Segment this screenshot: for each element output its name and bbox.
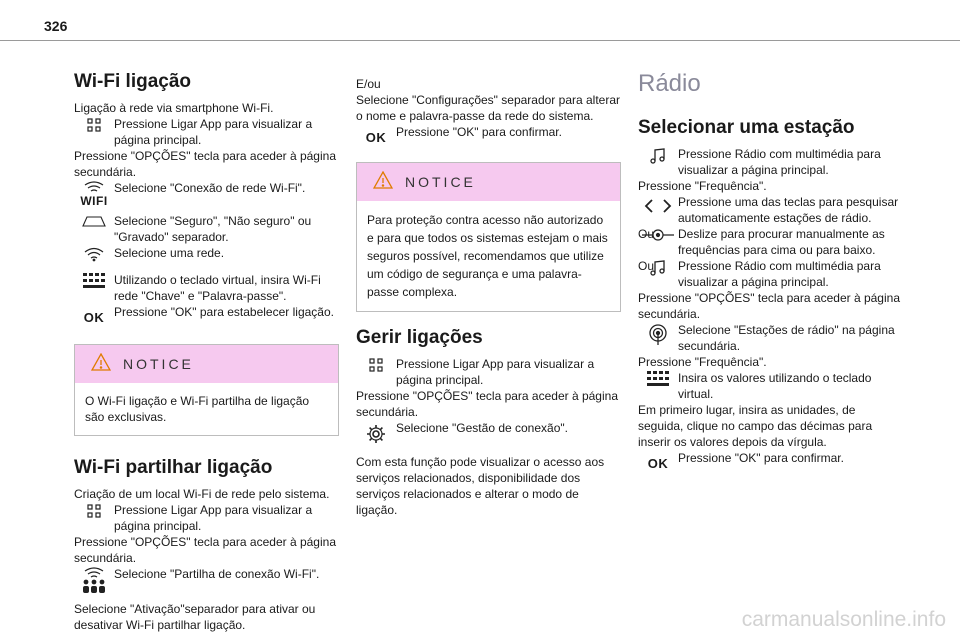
gear-icon bbox=[356, 420, 396, 444]
select-station-title: Selecionar uma estação bbox=[638, 117, 855, 138]
column-radio bbox=[638, 70, 903, 472]
step-text: Em primeiro lugar, insira as unidades, de seguida, clique no campo das décimas para inserir os valores depois da vírgula. bbox=[638, 403, 873, 449]
wifi-sharing-title: Wi-Fi partilhar ligação bbox=[74, 457, 273, 478]
radio-section-title: Rádio bbox=[638, 70, 701, 97]
apps-grid-icon bbox=[74, 116, 114, 133]
wifi-intro: Ligação à rede via smartphone Wi-Fi. bbox=[74, 101, 274, 115]
step-row bbox=[638, 194, 903, 226]
step-text: Com esta função pode visualizar o acesso aos serviços relacionados, disponibilidade dos serviços relacionados e alterar o modo de ligação. bbox=[356, 455, 605, 517]
step-text: Pressione "Frequência". bbox=[638, 179, 767, 193]
step-text: Pressione Rádio com multimédia para visualizar a página principal. bbox=[678, 259, 881, 289]
or-text: Ou bbox=[638, 227, 655, 241]
step-row bbox=[356, 356, 621, 388]
column-connections bbox=[356, 76, 621, 518]
warning-icon bbox=[373, 171, 393, 193]
notice-box bbox=[74, 344, 339, 436]
step-row bbox=[74, 304, 339, 326]
step-text: Pressione "OPÇÕES" tecla para aceder à página secundária. bbox=[356, 389, 618, 419]
step-row bbox=[74, 245, 339, 262]
ok-label: OK bbox=[365, 130, 387, 145]
step-row bbox=[74, 272, 339, 304]
step-row bbox=[638, 370, 903, 402]
step-row bbox=[638, 322, 903, 354]
step-row bbox=[74, 566, 339, 593]
step-text: Pressione Ligar App para visualizar a página principal. bbox=[396, 357, 595, 387]
notice-text: Para proteção contra acesso não autorizado e para que todos os sistemas estejam o mais seguros possível, recomendamos que utilize um código de segurança e uma palavra-passe complexa. bbox=[367, 213, 608, 299]
step-text: Selecione "Configurações" separador para alterar o nome e palavra-passe da rede do sistema. bbox=[356, 93, 621, 123]
tab-icon bbox=[74, 213, 114, 228]
step-text: Pressione "OK" para estabelecer ligação. bbox=[114, 305, 334, 319]
wifi-sharing-intro: Criação de um local Wi-Fi de rede pelo sistema. bbox=[74, 487, 330, 501]
wifi-connection-title: Wi-Fi ligação bbox=[74, 71, 192, 92]
step-text: Pressione "OPÇÕES" tecla para aceder à página secundária. bbox=[74, 535, 336, 565]
step-row bbox=[74, 502, 339, 534]
step-row bbox=[356, 420, 621, 444]
step-text: Pressione Ligar App para visualizar a página principal. bbox=[114, 503, 313, 533]
step-row bbox=[638, 450, 903, 472]
keyboard-icon bbox=[74, 272, 114, 289]
step-row bbox=[74, 180, 339, 209]
step-row bbox=[356, 124, 621, 146]
step-text: Deslize para procurar manualmente as frequências para cima ou para baixo. bbox=[678, 227, 885, 257]
apps-grid-icon bbox=[74, 502, 114, 519]
wifi-icon bbox=[74, 245, 114, 262]
page-number: 326 bbox=[44, 18, 68, 34]
seek-arrows-icon bbox=[638, 194, 678, 214]
step-text: Pressione "OPÇÕES" tecla para aceder à página secundária. bbox=[638, 291, 900, 321]
warning-icon bbox=[91, 353, 111, 375]
keyboard-icon bbox=[638, 370, 678, 387]
notice-header bbox=[357, 163, 620, 201]
radio-station-icon bbox=[638, 322, 678, 346]
step-row bbox=[638, 146, 903, 178]
notice-title: NOTICE bbox=[123, 356, 194, 372]
step-text: Utilizando o teclado virtual, insira Wi-Fi rede "Chave" e "Palavra-passe". bbox=[114, 273, 321, 303]
step-text: Pressione "OK" para confirmar. bbox=[396, 125, 562, 139]
step-text: Pressione "OPÇÕES" tecla para aceder à página secundária. bbox=[74, 149, 336, 179]
wifi-sharing-icon bbox=[74, 566, 114, 593]
step-text: Pressione "OK" para confirmar. bbox=[678, 451, 844, 465]
or-text: Ou bbox=[638, 259, 655, 273]
column-wifi bbox=[74, 70, 339, 633]
music-note-icon bbox=[638, 258, 678, 277]
step-text: Pressione Rádio com multimédia para visualizar a página principal. bbox=[678, 147, 881, 177]
wifi-text-icon bbox=[74, 180, 114, 209]
frequency-slider-icon bbox=[638, 226, 678, 242]
step-text: Pressione uma das teclas para pesquisar automaticamente estações de rádio. bbox=[678, 195, 899, 225]
step-text: Selecione "Conexão de rede Wi-Fi". bbox=[114, 181, 306, 195]
watermark: carmanualsonline.info bbox=[741, 608, 946, 631]
top-divider bbox=[0, 40, 960, 41]
ok-label: OK bbox=[83, 310, 105, 325]
step-row bbox=[74, 116, 339, 148]
step-text: Selecione "Estações de rádio" na página secundária. bbox=[678, 323, 895, 353]
ok-label: OK bbox=[647, 456, 669, 471]
step-text: Insira os valores utilizando o teclado virtual. bbox=[678, 371, 872, 401]
step-text: Selecione "Seguro", "Não seguro" ou "Gravado" separador. bbox=[114, 214, 312, 244]
ok-icon bbox=[74, 304, 114, 326]
step-text: Selecione "Partilha de conexão Wi-Fi". bbox=[114, 567, 320, 581]
notice-title: NOTICE bbox=[405, 174, 476, 190]
notice-box bbox=[356, 162, 621, 312]
step-row bbox=[638, 258, 903, 290]
step-row bbox=[638, 226, 903, 258]
notice-text: O Wi-Fi ligação e Wi-Fi partilha de ligação são exclusivas. bbox=[85, 394, 310, 424]
step-row bbox=[74, 213, 339, 245]
step-text: Selecione uma rede. bbox=[114, 246, 225, 260]
ok-icon bbox=[356, 124, 396, 146]
wifi-label: WIFI bbox=[80, 194, 108, 208]
music-note-icon bbox=[638, 146, 678, 165]
and-or-text: E/ou bbox=[356, 77, 381, 91]
manage-connections-title: Gerir ligações bbox=[356, 327, 483, 348]
step-text: Pressione "Frequência". bbox=[638, 355, 767, 369]
step-text: Pressione Ligar App para visualizar a página principal. bbox=[114, 117, 313, 147]
apps-grid-icon bbox=[356, 356, 396, 373]
step-text: Selecione "Gestão de conexão". bbox=[396, 421, 568, 435]
step-text: Selecione "Ativação"separador para ativar ou desativar Wi-Fi partilhar ligação. bbox=[74, 602, 316, 632]
notice-header bbox=[75, 345, 338, 383]
ok-icon bbox=[638, 450, 678, 472]
